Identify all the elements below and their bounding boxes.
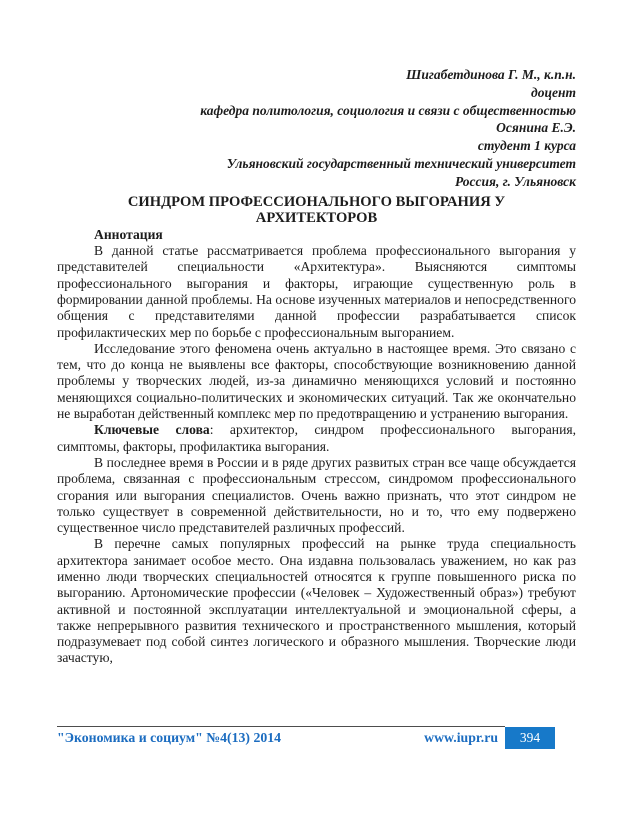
author-university: Ульяновский государственный технический университет [226,155,576,171]
author-block [57,66,576,191]
author-department: кафедра политология, социология и связи с общественностью [200,102,576,118]
author-position: доцент [531,84,576,100]
author-location: Россия, г. Ульяновск [455,173,576,189]
body-paragraph-1: В последнее время в России и в ряде других развитых стран все чаще обсуждается проблема, связанная с профессиональным стрессом, синдромом профессионального сгорания или выгорания специалистов. Очень важно признать, что этот синдром не только существует в современной действительности, но и то, что ему подвержено существенное число представителей различных профессий. [57,454,576,536]
abstract-paragraph-2: Исследование этого феномена очень актуально в настоящее время. Это связано с тем, что до конца не выявлены все факторы, способствующие возникновению данной проблемы у творческих людей, из-за динамично меняющихся условий и постоянно меняющихся социально-политических и экономических ситуаций. Так же окончательно не выработан действенный комплекс мер по предотвращению и устранению выгорания. [57,340,576,422]
author-position-2: студент 1 курса [477,138,576,154]
body-paragraph-2: В перечне самых популярных профессий на рынке труда специальность архитектора занимает особое место. Она издавна пользовалась уважением, но как раз именно люди творческих специальностей относятся к группе повышенного риска по выгоранию. Артономические профессии («Человек – Художественный образ») требуют активной и постоянной эксплуатации интеллектуальной и эмоциональной сферы, а также непрерывного развития технического и пространственного мышления, который подразумевает под собой синтез логического и образного мышления. Творческие люди зачастую, [57,536,576,666]
keywords-text: : архитектор, синдром профессионального выгорания, симптомы, факторы, профилактика выгорания. [57,422,576,454]
keywords-label: Ключевые слова [94,422,210,438]
journal-name: "Экономика и социум" №4(13) 2014 [57,730,282,745]
website-link[interactable]: www.iupr.ru [424,730,498,745]
article-title-line-2: АРХИТЕКТОРОВ [255,210,378,227]
abstract-heading: Аннотация [94,226,163,242]
keywords-paragraph [57,422,576,455]
page-content [57,66,576,667]
abstract-paragraph-1: В данной статье рассматривается проблема профессионального выгорания у представителей специальности «Архитектура». Выясняются симптомы профессионального выгорания и факторы, играющие существенную роль в формировании данной проблемы. На основе изученных материалов и непосредственного общения с представителями данной профессии разрабатывается список профилактических мер по борьбе с профессиональным выгоранием. [57,243,576,340]
page-number-badge: 394 [505,727,555,749]
page-footer [57,727,555,749]
author-name: Шигабетдинова Г. М., к.п.н. [406,67,576,82]
article-title-line-1: СИНДРОМ ПРОФЕССИОНАЛЬНОГО ВЫГОРАНИЯ У [127,193,506,210]
article-title [57,194,576,227]
author-name-2: Осянина Е.Э. [496,120,576,136]
